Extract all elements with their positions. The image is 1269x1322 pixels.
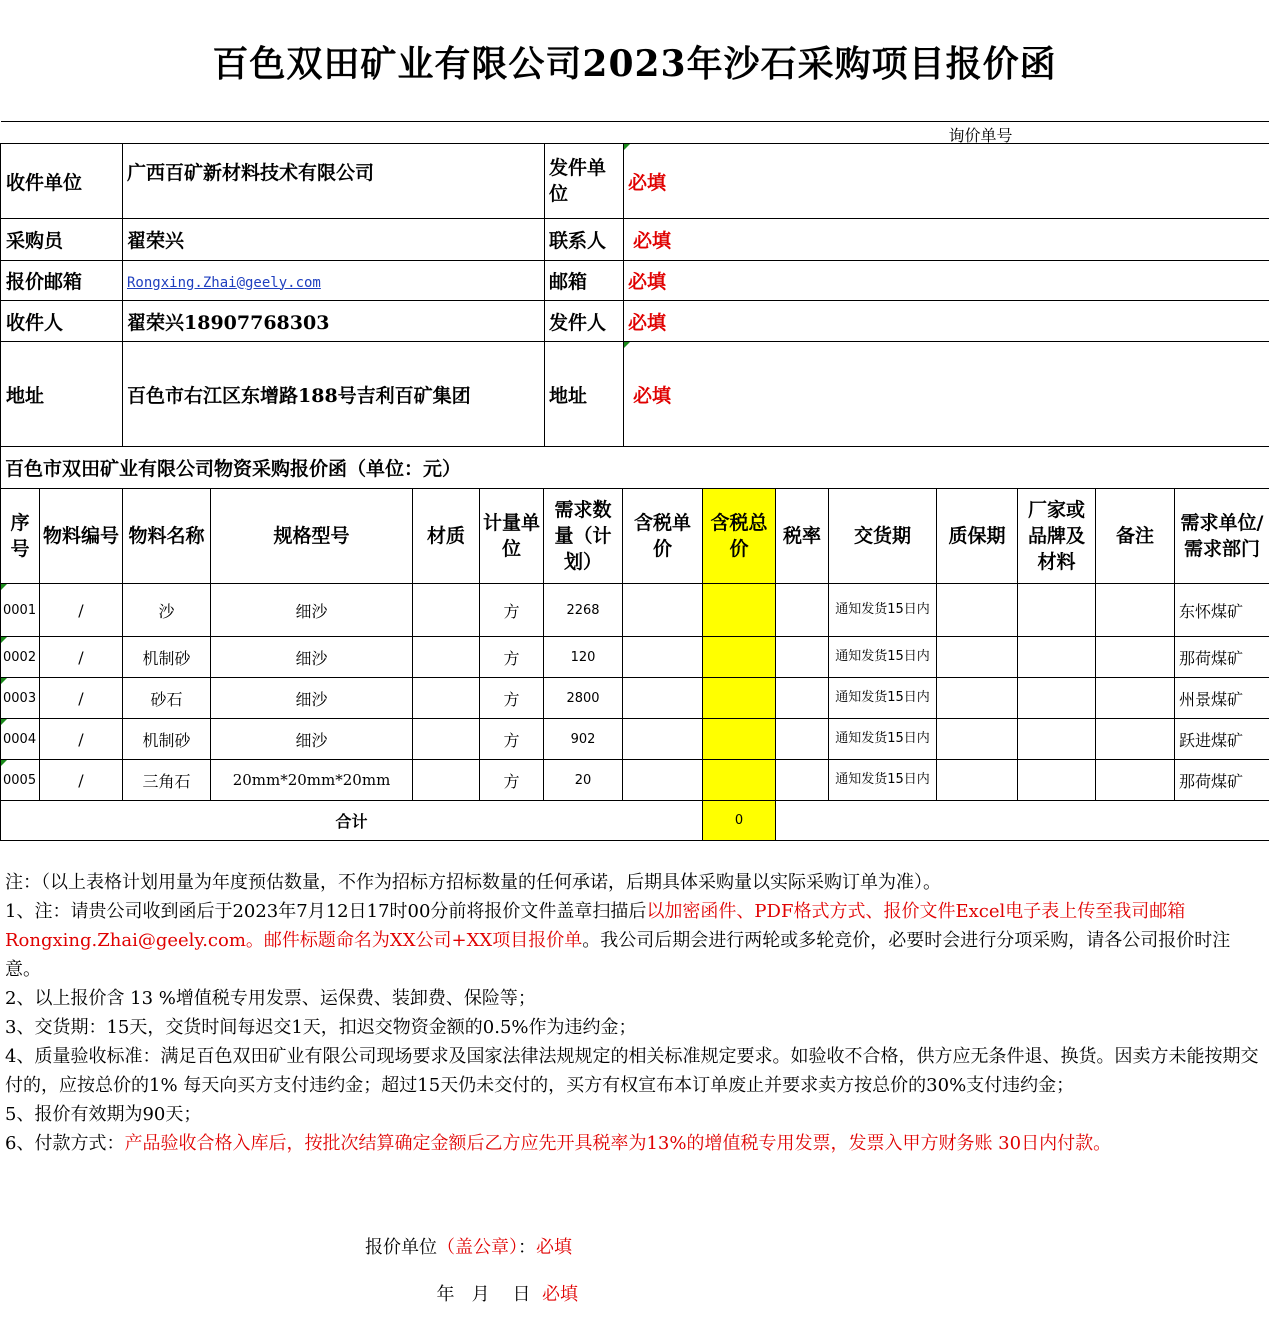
cell-warranty[interactable]	[937, 678, 1018, 719]
cell-name: 沙	[123, 584, 211, 637]
cell-seq: 0002	[1, 637, 40, 678]
email-field[interactable]: 必填	[624, 261, 1269, 301]
total-empty	[776, 801, 1269, 841]
table-title: 百色市双田矿业有限公司物资采购报价函（单位：元）	[1, 447, 1269, 489]
note-3: 3、交货期：15天，交货时间每迟交1天，扣迟交物资金额的0.5%作为违约金；	[5, 1017, 637, 1038]
cell-dept: 那荷煤矿	[1175, 760, 1269, 801]
cell-unit: 方	[480, 584, 544, 637]
cell-unit: 方	[480, 678, 544, 719]
note-0: 注：（以上表格计划用量为年度预估数量，不作为招标方招标数量的任何承诺，后期具体采购量以实际采购订单为准）。	[5, 872, 941, 893]
header-code: 物料编号	[40, 489, 123, 584]
cell-dept: 那荷煤矿	[1175, 637, 1269, 678]
header-unit-price: 含税单价	[623, 489, 703, 584]
cell-dept: 跃进煤矿	[1175, 719, 1269, 760]
header-warranty: 质保期	[937, 489, 1018, 584]
cell-seq: 0003	[1, 678, 40, 719]
header-unit: 计量单位	[480, 489, 544, 584]
cell-remark[interactable]	[1096, 637, 1175, 678]
cell-dept: 州景煤矿	[1175, 678, 1269, 719]
sign-colon: ：	[518, 1237, 536, 1258]
cell-warranty[interactable]	[937, 584, 1018, 637]
recipient-row	[1, 301, 1269, 342]
cell-warranty[interactable]	[937, 760, 1018, 801]
contact-label: 联系人	[545, 219, 624, 261]
header-name: 物料名称	[123, 489, 211, 584]
cell-name: 机制砂	[123, 719, 211, 760]
header-brand: 厂家或品牌及材料	[1018, 489, 1096, 584]
cell-code: /	[40, 719, 123, 760]
cell-material[interactable]	[413, 637, 480, 678]
note-1: 1、注：请贵公司收到函后于2023年7月12日17时00分前将报价文件盖章扫描后以加密函件、PDF格式方式、报价文件Excel电子表上传至我司邮箱Rongxing.Zhai@geely.com。邮件标题命名为XX公司+XX项目报价单。我公司后期会进行两轮或多轮竞价，必要时会进行分项采购，请各公司报价时注意。	[5, 901, 1231, 980]
cell-qty: 2800	[544, 678, 623, 719]
quote-email-link[interactable]: Rongxing.Zhai@geely.com	[127, 274, 321, 291]
email-label: 邮箱	[545, 261, 624, 301]
cell-tax-rate[interactable]	[776, 637, 829, 678]
cell-tax-rate[interactable]	[776, 719, 829, 760]
address2-label: 地址	[545, 342, 624, 447]
cell-brand[interactable]	[1018, 760, 1096, 801]
header-seq: 序号	[1, 489, 40, 584]
address-label: 地址	[1, 342, 123, 447]
cell-unit-price[interactable]	[623, 678, 703, 719]
cell-material[interactable]	[413, 584, 480, 637]
cell-tax-rate[interactable]	[776, 584, 829, 637]
address-value: 百色市右江区东增路188号吉利百矿集团	[123, 342, 545, 447]
cell-delivery: 通知发货15日内	[829, 637, 937, 678]
header-remark: 备注	[1096, 489, 1175, 584]
receiver-row	[1, 144, 1269, 219]
cell-tax-rate[interactable]	[776, 678, 829, 719]
receiver-unit-label: 收件单位	[1, 144, 123, 219]
total-label: 合计	[1, 801, 703, 841]
cell-spec: 细沙	[211, 637, 413, 678]
sign-unit	[365, 1233, 572, 1259]
cell-code: /	[40, 637, 123, 678]
sign-unit-field[interactable]: 必填	[536, 1237, 572, 1258]
cell-code: /	[40, 678, 123, 719]
page-title: 百色双田矿业有限公司2023年沙石采购项目报价函	[212, 43, 1057, 85]
cell-total-price[interactable]	[703, 584, 776, 637]
cell-seq: 0004	[1, 719, 40, 760]
cell-spec: 20mm*20mm*20mm	[211, 760, 413, 801]
header-total-price: 含税总价	[703, 489, 776, 584]
cell-unit-price[interactable]	[623, 584, 703, 637]
cell-qty: 902	[544, 719, 623, 760]
address2-field[interactable]: 必填	[624, 342, 1269, 447]
cell-seq: 0005	[1, 760, 40, 801]
inquiry-row	[1, 122, 1269, 144]
cell-unit-price[interactable]	[623, 637, 703, 678]
cell-brand[interactable]	[1018, 584, 1096, 637]
cell-unit-price[interactable]	[623, 760, 703, 801]
cell-delivery: 通知发货15日内	[829, 584, 937, 637]
cell-brand[interactable]	[1018, 678, 1096, 719]
buyer-label: 采购员	[1, 219, 123, 261]
total-row	[1, 801, 1269, 841]
cell-total-price[interactable]	[703, 678, 776, 719]
sign-unit-label: 报价单位	[365, 1237, 437, 1258]
table-row	[1, 637, 1269, 678]
header-qty: 需求数量（计划）	[544, 489, 623, 584]
sign-date-label: 年 月 日	[436, 1284, 531, 1305]
table-row	[1, 760, 1269, 801]
note-6: 6、付款方式：产品验收合格入库后，按批次结算确定金额后乙方应先开具税率为13%的增值税专用发票，发票入甲方财务账 30日内付款。	[5, 1133, 1112, 1154]
sign-date-field[interactable]: 必填	[541, 1284, 578, 1305]
quote-email-label: 报价邮箱	[1, 261, 123, 301]
cell-material[interactable]	[413, 678, 480, 719]
cell-spec: 细沙	[211, 719, 413, 760]
cell-name: 砂石	[123, 678, 211, 719]
contact-field[interactable]: 必填	[624, 219, 1269, 261]
note-4: 4、质量验收标准：满足百色双田矿业有限公司现场要求及国家法律法规规定的相关标准规定要求。如验收不合格，供方应无条件退、换货。因卖方未能按期交付的，应按总价的1% 每天向买方支付违约金；超过15天仍未交付的，买方有权宣布本订单废止并要求卖方按总价的30%支付违约金；	[5, 1046, 1259, 1096]
cell-tax-rate[interactable]	[776, 760, 829, 801]
buyer-row	[1, 219, 1269, 261]
cell-total-price[interactable]	[703, 637, 776, 678]
header-dept: 需求单位/需求部门	[1175, 489, 1269, 584]
table-title-row	[1, 447, 1269, 489]
cell-spec: 细沙	[211, 584, 413, 637]
sender-field[interactable]: 必填	[624, 301, 1269, 342]
cell-material[interactable]	[413, 760, 480, 801]
cell-qty: 20	[544, 760, 623, 801]
cell-brand[interactable]	[1018, 637, 1096, 678]
cell-remark[interactable]	[1096, 584, 1175, 637]
address-row	[1, 342, 1269, 447]
recipient-value: 翟荣兴18907768303	[123, 301, 545, 342]
receiver-unit-value: 广西百矿新材料技术有限公司	[123, 144, 545, 219]
cell-unit-price[interactable]	[623, 719, 703, 760]
sender-unit-label: 发件单位	[545, 144, 624, 219]
sign-date	[425, 1259, 578, 1306]
email-row	[1, 261, 1269, 301]
cell-delivery: 通知发货15日内	[829, 678, 937, 719]
header-row	[1, 489, 1269, 584]
cell-seq: 0001	[1, 584, 40, 637]
sign-stamp-label: （盖公章）	[437, 1237, 518, 1258]
header-material: 材质	[413, 489, 480, 584]
cell-delivery: 通知发货15日内	[829, 760, 937, 801]
cell-material[interactable]	[413, 719, 480, 760]
cell-remark[interactable]	[1096, 760, 1175, 801]
info-table	[0, 121, 1269, 489]
cell-qty: 2268	[544, 584, 623, 637]
note-5: 5、报价有效期为90天；	[5, 1104, 202, 1125]
cell-delivery: 通知发货15日内	[829, 719, 937, 760]
notes	[5, 868, 1265, 1158]
cell-name: 三角石	[123, 760, 211, 801]
cell-remark[interactable]	[1096, 719, 1175, 760]
header-tax-rate: 税率	[776, 489, 829, 584]
table-row	[1, 584, 1269, 637]
inquiry-label: 询价单号	[948, 126, 1013, 144]
note-2: 2、以上报价含 13 %增值税专用发票、运保费、装卸费、保险等；	[5, 988, 536, 1009]
items-table	[0, 488, 1269, 841]
cell-code: /	[40, 584, 123, 637]
cell-brand[interactable]	[1018, 719, 1096, 760]
cell-name: 机制砂	[123, 637, 211, 678]
recipient-label: 收件人	[1, 301, 123, 342]
cell-warranty[interactable]	[937, 637, 1018, 678]
header-delivery: 交货期	[829, 489, 937, 584]
sender-label: 发件人	[545, 301, 624, 342]
table-row	[1, 678, 1269, 719]
buyer-value: 翟荣兴	[123, 219, 545, 261]
header-spec: 规格型号	[211, 489, 413, 584]
cell-unit: 方	[480, 637, 544, 678]
sender-unit-field[interactable]: 必填	[624, 144, 1269, 219]
cell-total-price[interactable]	[703, 719, 776, 760]
cell-unit: 方	[480, 760, 544, 801]
cell-dept: 东怀煤矿	[1175, 584, 1269, 637]
cell-remark[interactable]	[1096, 678, 1175, 719]
cell-code: /	[40, 760, 123, 801]
table-row	[1, 719, 1269, 760]
cell-spec: 细沙	[211, 678, 413, 719]
cell-warranty[interactable]	[937, 719, 1018, 760]
cell-unit: 方	[480, 719, 544, 760]
cell-total-price[interactable]	[703, 760, 776, 801]
total-value: 0	[703, 801, 776, 841]
cell-qty: 120	[544, 637, 623, 678]
